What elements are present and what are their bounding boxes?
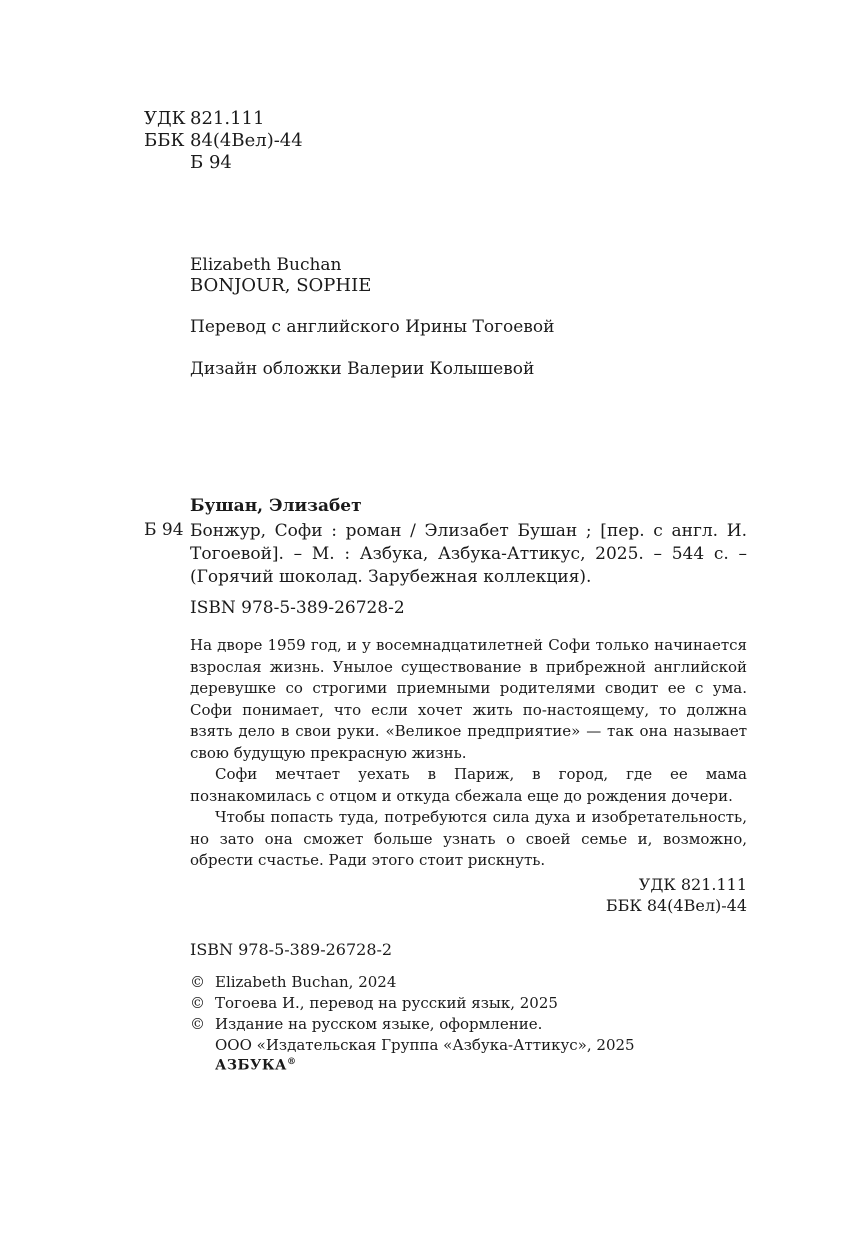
author-mark: Б 94 xyxy=(190,152,232,173)
catalog-code: Б 94 xyxy=(144,520,184,540)
bbk-value: 84(4Вел)-44 xyxy=(190,130,303,151)
bbk-label: ББК xyxy=(144,130,185,151)
udk-label: УДК xyxy=(144,108,186,129)
catalog-description: Бонжур, Софи : роман / Элизабет Бушан ; [пер. с англ. И. Тогоевой]. – М. : Азбука, Азбука-Аттикус, 2025. – 544 с. – (Горячий шоколад. Зарубежная коллекция). xyxy=(190,521,747,587)
copyright-symbol: © xyxy=(190,973,205,991)
copyright-line-translation: Тогоева И., перевод на русский язык, 2025 xyxy=(215,994,558,1012)
copyright-line-edition: Издание на русском языке, оформление. xyxy=(215,1015,543,1033)
bbk-right: ББК 84(4Вел)-44 xyxy=(605,896,747,915)
copyright-symbol: © xyxy=(190,994,205,1012)
original-author: Elizabeth Buchan xyxy=(190,255,342,275)
udk-right: УДК 821.111 xyxy=(638,875,747,894)
copyright-line-author: Elizabeth Buchan, 2024 xyxy=(215,973,397,991)
translation-credit: Перевод с английского Ирины Тогоевой xyxy=(190,317,555,337)
catalog-isbn: ISBN 978-5-389-26728-2 xyxy=(190,598,405,618)
annotation-paragraph: Софи мечтает уехать в Париж, в город, где ее мама познакомилась с отцом и откуда сбежала еще до рождения дочери. xyxy=(190,765,747,805)
copyright-symbol: © xyxy=(190,1015,205,1033)
bottom-isbn: ISBN 978-5-389-26728-2 xyxy=(190,940,393,959)
udk-value: 821.111 xyxy=(190,108,265,129)
original-title: BONJOUR, SOPHIE xyxy=(190,275,372,296)
copyright-line-publisher: ООО «Издательская Группа «Азбука-Аттикус», 2025 xyxy=(215,1036,635,1054)
catalog-author-heading: Бушан, Элизабет xyxy=(190,496,362,516)
registered-mark: ® xyxy=(286,1057,297,1067)
annotation xyxy=(190,635,747,872)
cover-design-credit: Дизайн обложки Валерии Колышевой xyxy=(190,359,535,379)
annotation-paragraph: На дворе 1959 год, и у восемнадцатилетней Софи только начинается взрослая жизнь. Унылое существование в прибрежной английской деревушке со строгими приемными родителями сводит ее с ума. Софи понимает, что если хочет жить по-настоящему, то должна взять дело в свои руки. «Великое предприятие» — так она называет свою будущую прекрасную жизнь. xyxy=(190,636,747,762)
annotation-paragraph: Чтобы попасть туда, потребуются сила духа и изобретательность, но зато она сможет больше узнать о своей семье и, возможно, обрести счастье. Ради этого стоит рискнуть. xyxy=(190,808,747,869)
publisher-name xyxy=(215,1057,296,1074)
publisher-name-text: АЗБУКА xyxy=(215,1057,287,1074)
